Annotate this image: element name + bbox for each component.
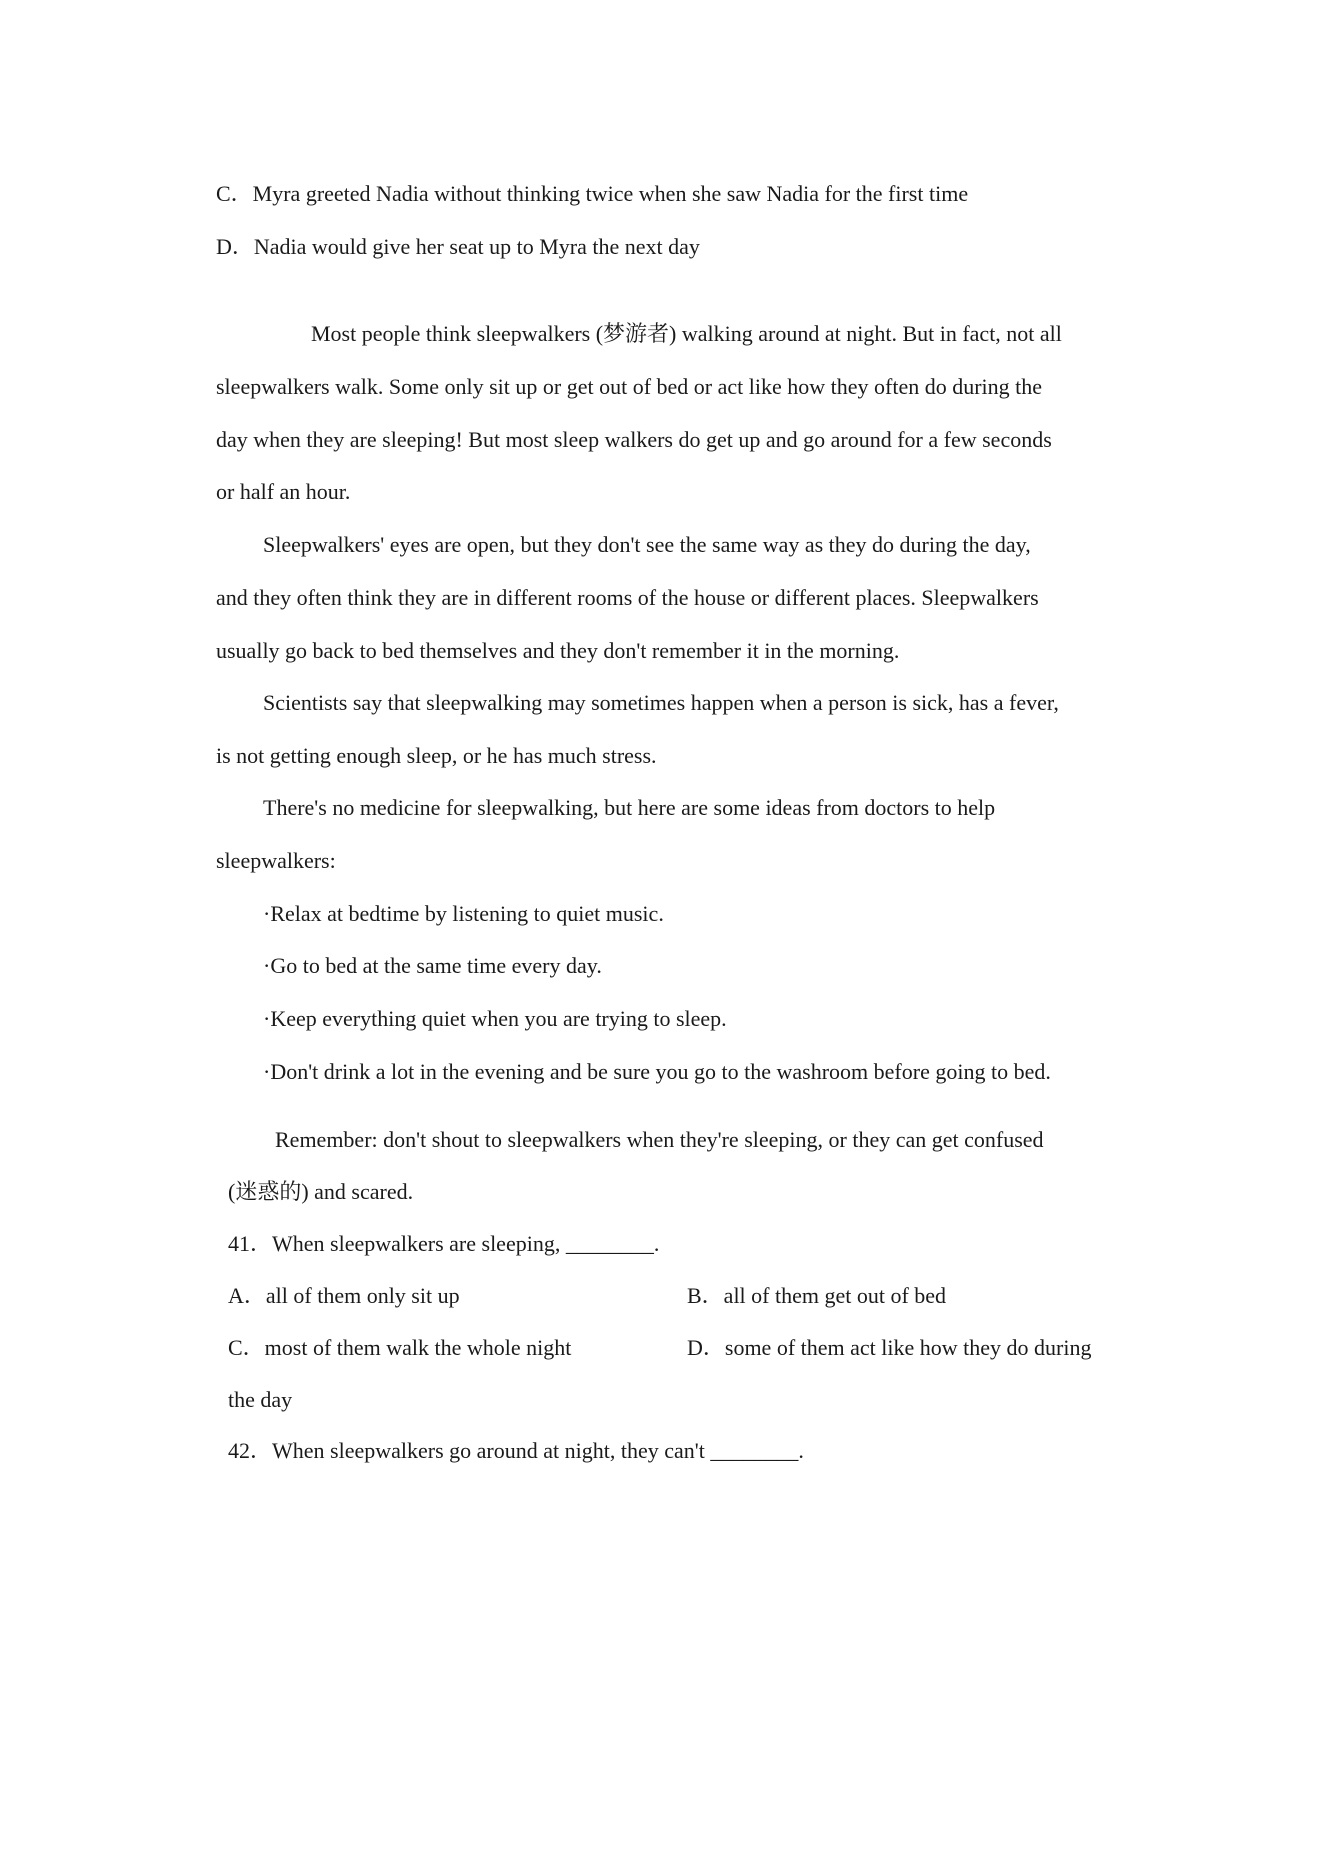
tip-item: ·Relax at bedtime by listening to quiet music. bbox=[263, 901, 664, 926]
tip-item: ·Go to bed at the same time every day. bbox=[263, 953, 602, 978]
question-41-option-d-continued: the day bbox=[228, 1387, 293, 1412]
passage-p2-line-1: Sleepwalkers' eyes are open, but they don't see the same way as they do during the day, bbox=[263, 532, 1031, 557]
passage-p3-line-2: is not getting enough sleep, or he has much stress. bbox=[216, 743, 657, 768]
tip-item: ·Keep everything quiet when you are trying to sleep. bbox=[263, 1006, 727, 1031]
passage-p5-line-2: (迷惑的) and scared. bbox=[228, 1179, 414, 1204]
question-41-option-b: B．all of them get out of bed bbox=[687, 1283, 947, 1308]
prev-option-c: C．Myra greeted Nadia without thinking twice when she saw Nadia for the first time bbox=[216, 181, 969, 206]
passage-p5-line-1: Remember: don't shout to sleepwalkers when they're sleeping, or they can get confused bbox=[275, 1127, 1044, 1152]
passage-p2-line-3: usually go back to bed themselves and they don't remember it in the morning. bbox=[216, 638, 900, 663]
passage-p4-line-1: There's no medicine for sleepwalking, but here are some ideas from doctors to help bbox=[263, 795, 996, 820]
question-41-stem: 41．When sleepwalkers are sleeping, ________. bbox=[228, 1231, 660, 1256]
prev-option-d: D．Nadia would give her seat up to Myra the next day bbox=[216, 234, 700, 259]
question-41-option-a: A．all of them only sit up bbox=[228, 1283, 460, 1308]
question-41-option-c: C．most of them walk the whole night bbox=[228, 1335, 572, 1360]
passage-p1-line-4: or half an hour. bbox=[216, 479, 351, 504]
passage-p2-line-2: and they often think they are in different rooms of the house or different places. Sleepwalkers bbox=[216, 585, 1039, 610]
passage-p1-line-2: sleepwalkers walk. Some only sit up or get out of bed or act like how they often do during the bbox=[216, 374, 1043, 399]
passage-p1-line-3: day when they are sleeping! But most sleep walkers do get up and go around for a few seconds bbox=[216, 427, 1052, 452]
passage-p3-line-1: Scientists say that sleepwalking may sometimes happen when a person is sick, has a fever, bbox=[263, 690, 1059, 715]
passage-p4-line-2: sleepwalkers: bbox=[216, 848, 336, 873]
passage-p1-line-1: Most people think sleepwalkers (梦游者) walking around at night. But in fact, not all bbox=[311, 321, 1062, 346]
question-41-option-d: D．some of them act like how they do during bbox=[687, 1335, 1092, 1360]
tip-item: ·Don't drink a lot in the evening and be sure you go to the washroom before going to bed. bbox=[263, 1059, 1051, 1084]
question-42-stem: 42．When sleepwalkers go around at night, they can't ________. bbox=[228, 1438, 804, 1463]
